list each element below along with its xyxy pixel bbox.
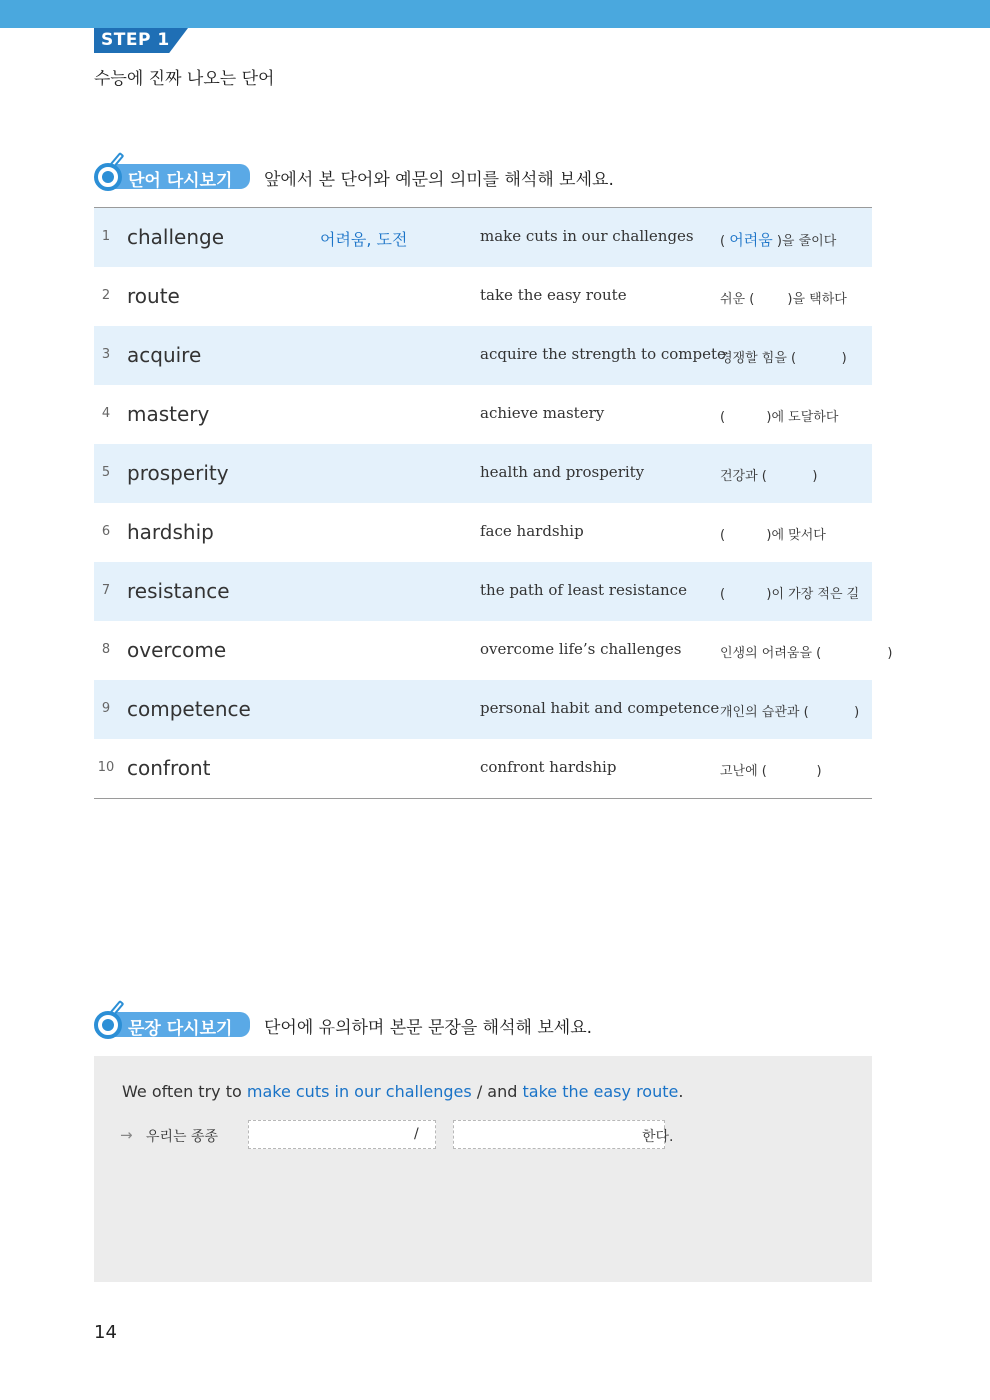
example-phrase: achieve mastery bbox=[480, 404, 605, 422]
vocab-word: resistance bbox=[127, 579, 230, 603]
sentence-part: / and bbox=[471, 1082, 523, 1101]
vocab-section-badge bbox=[94, 160, 250, 190]
vocab-meaning: 어려움, 도전 bbox=[320, 230, 408, 249]
vocab-row bbox=[94, 444, 872, 503]
example-phrase: make cuts in our challenges bbox=[480, 227, 694, 245]
example-translation: ( )에 맞서다 bbox=[720, 528, 826, 543]
sentence-box bbox=[94, 1056, 872, 1282]
row-number: 1 bbox=[101, 229, 111, 244]
example-translation: ( )이 가장 적은 길 bbox=[720, 587, 860, 602]
vocab-word: mastery bbox=[127, 402, 210, 426]
vocab-word: route bbox=[127, 284, 180, 308]
vocab-row bbox=[94, 562, 872, 621]
sentence-part: . bbox=[678, 1082, 684, 1101]
vocab-word: overcome bbox=[127, 638, 227, 662]
example-translation: 인생의 어려움을 ( ) bbox=[720, 646, 893, 661]
translation-post: )을 줄이다 bbox=[772, 234, 837, 249]
example-translation: 건강과 ( ) bbox=[720, 469, 818, 484]
vocab-word: acquire bbox=[127, 343, 202, 367]
sentence-instruction: 단어에 유의하며 본문 문장을 해석해 보세요. bbox=[264, 1018, 593, 1038]
translation-blank-2[interactable] bbox=[453, 1120, 665, 1149]
example-phrase: take the easy route bbox=[480, 286, 627, 304]
vocab-word: competence bbox=[127, 697, 251, 721]
example-phrase: confront hardship bbox=[480, 758, 617, 776]
vocab-word: hardship bbox=[127, 520, 214, 544]
arrow-icon: → bbox=[120, 1126, 133, 1144]
sentence-highlight: make cuts in our challenges bbox=[246, 1082, 472, 1101]
vocab-row bbox=[94, 621, 893, 680]
magnifier-dot-icon bbox=[102, 171, 114, 183]
example-translation: 경쟁할 힘을 ( ) bbox=[720, 351, 847, 366]
vocab-instruction: 앞에서 본 단어와 예문의 의미를 해석해 보세요. bbox=[264, 170, 614, 190]
translation-suffix: 한다. bbox=[642, 1129, 674, 1145]
vocab-row bbox=[94, 267, 872, 326]
example-translation: 개인의 습관과 ( ) bbox=[720, 705, 860, 720]
english-sentence bbox=[122, 1082, 683, 1101]
step-label: STEP 1 bbox=[101, 30, 170, 50]
top-color-bar bbox=[0, 0, 990, 28]
row-number: 5 bbox=[101, 465, 111, 480]
vocab-word: confront bbox=[127, 756, 211, 780]
example-phrase: personal habit and competence bbox=[480, 699, 720, 717]
example-phrase: acquire the strength to compete bbox=[480, 345, 726, 363]
example-translation: 고난에 ( ) bbox=[720, 764, 822, 779]
translation-answer: 어려움 bbox=[729, 231, 773, 249]
row-number: 6 bbox=[101, 524, 111, 539]
row-number: 9 bbox=[101, 701, 111, 716]
example-translation: 쉬운 ( )을 택하다 bbox=[720, 292, 847, 307]
vocab-word: challenge bbox=[127, 225, 225, 249]
vocab-table bbox=[94, 207, 893, 799]
vocab-row bbox=[94, 503, 872, 562]
row-number: 2 bbox=[101, 288, 111, 303]
vocab-word: prosperity bbox=[127, 461, 229, 485]
sentence-section-badge bbox=[94, 1008, 250, 1038]
translation-pre: ( bbox=[720, 234, 730, 249]
row-number: 7 bbox=[101, 583, 111, 598]
page-number: 14 bbox=[94, 1322, 117, 1343]
vocab-row bbox=[94, 680, 872, 739]
example-translation: ( )에 도달하다 bbox=[720, 410, 839, 425]
translation-blank-1[interactable] bbox=[248, 1120, 436, 1149]
vocab-row bbox=[94, 385, 872, 444]
example-phrase: face hardship bbox=[480, 522, 584, 540]
example-phrase: overcome life’s challenges bbox=[480, 640, 682, 658]
vocab-row bbox=[94, 326, 872, 385]
translation-prefix: 우리는 종종 bbox=[146, 1129, 219, 1145]
sentence-badge-label: 문장 다시보기 bbox=[128, 1019, 233, 1039]
example-phrase: the path of least resistance bbox=[480, 581, 687, 599]
step-subtitle: 수능에 진짜 나오는 단어 bbox=[94, 69, 275, 89]
vocab-badge-label: 단어 다시보기 bbox=[128, 171, 233, 191]
example-phrase: health and prosperity bbox=[480, 463, 645, 481]
example-translation bbox=[720, 229, 836, 250]
row-number: 3 bbox=[101, 347, 111, 362]
sentence-part: We often try to bbox=[122, 1082, 247, 1101]
translation-slash: / bbox=[414, 1126, 419, 1142]
row-number: 4 bbox=[101, 406, 111, 421]
vocab-row bbox=[94, 739, 872, 798]
magnifier-dot-icon bbox=[102, 1019, 114, 1031]
vocab-row bbox=[94, 208, 872, 267]
sentence-highlight: take the easy route bbox=[522, 1082, 679, 1101]
row-number: 8 bbox=[101, 642, 111, 657]
row-number: 10 bbox=[97, 760, 115, 775]
